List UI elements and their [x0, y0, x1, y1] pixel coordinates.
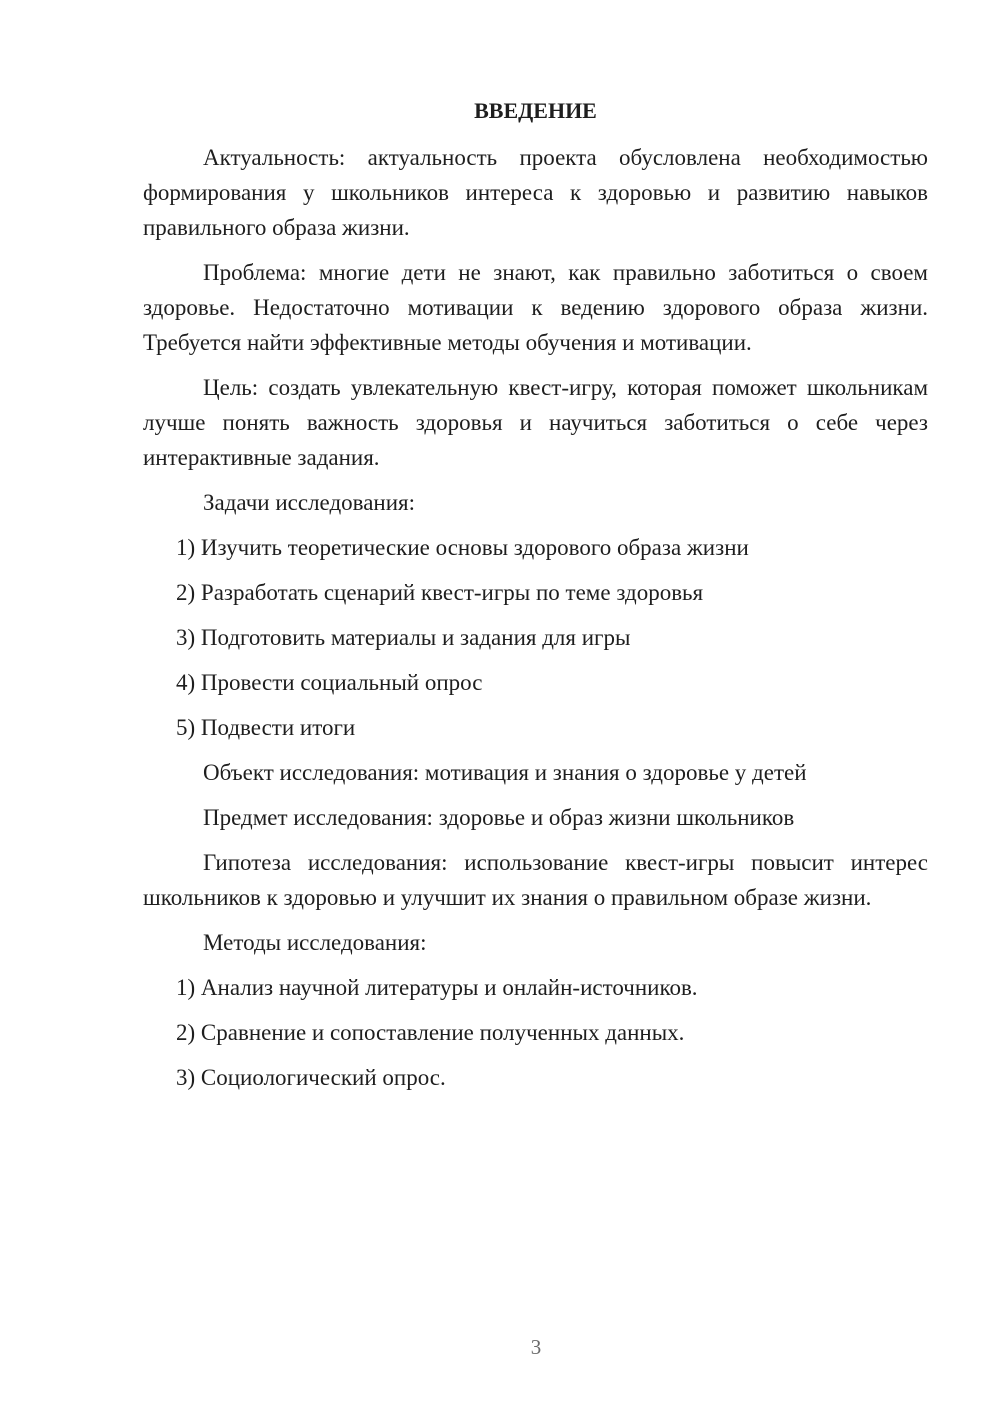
document-body	[143, 96, 928, 1105]
task-item: 1) Изучить теоретические основы здорового образа жизни	[176, 535, 749, 560]
relevance-paragraph: Актуальность: актуальность проекта обусловлена необходимостью формирования у школьников интереса к здоровью и развитию навыков правильного образа жизни.	[143, 145, 928, 240]
problem-paragraph: Проблема: многие дети не знают, как правильно заботиться о своем здоровье. Недостаточно мотивации к ведению здорового образа жизни. Требуется найти эффективные методы обучения и мотивации.	[143, 260, 928, 355]
method-item: 1) Анализ научной литературы и онлайн-источников.	[176, 975, 698, 1000]
task-item: 2) Разработать сценарий квест-игры по теме здоровья	[176, 580, 704, 605]
goal-paragraph: Цель: создать увлекательную квест-игру, которая поможет школьникам лучше понять важность здоровья и научиться заботиться о себе через интерактивные задания.	[143, 375, 928, 470]
methods-heading: Методы исследования:	[203, 930, 427, 955]
task-item: 4) Провести социальный опрос	[176, 670, 483, 695]
subject-line: Предмет исследования: здоровье и образ жизни школьников	[203, 805, 795, 830]
page-number: 3	[530, 1335, 542, 1359]
tasks-heading: Задачи исследования:	[203, 490, 416, 515]
task-item: 5) Подвести итоги	[176, 715, 356, 740]
section-title: ВВЕДЕНИЕ	[474, 98, 597, 123]
task-item: 3) Подготовить материалы и задания для игры	[176, 625, 631, 650]
object-line: Объект исследования: мотивация и знания о здоровье у детей	[203, 760, 807, 785]
method-item: 3) Социологический опрос.	[176, 1065, 446, 1090]
hypothesis-paragraph: Гипотеза исследования: использование квест-игры повысит интерес школьников к здоровью и улучшит их знания о правильном образе жизни.	[143, 850, 928, 910]
method-item: 2) Сравнение и сопоставление полученных данных.	[176, 1020, 685, 1045]
